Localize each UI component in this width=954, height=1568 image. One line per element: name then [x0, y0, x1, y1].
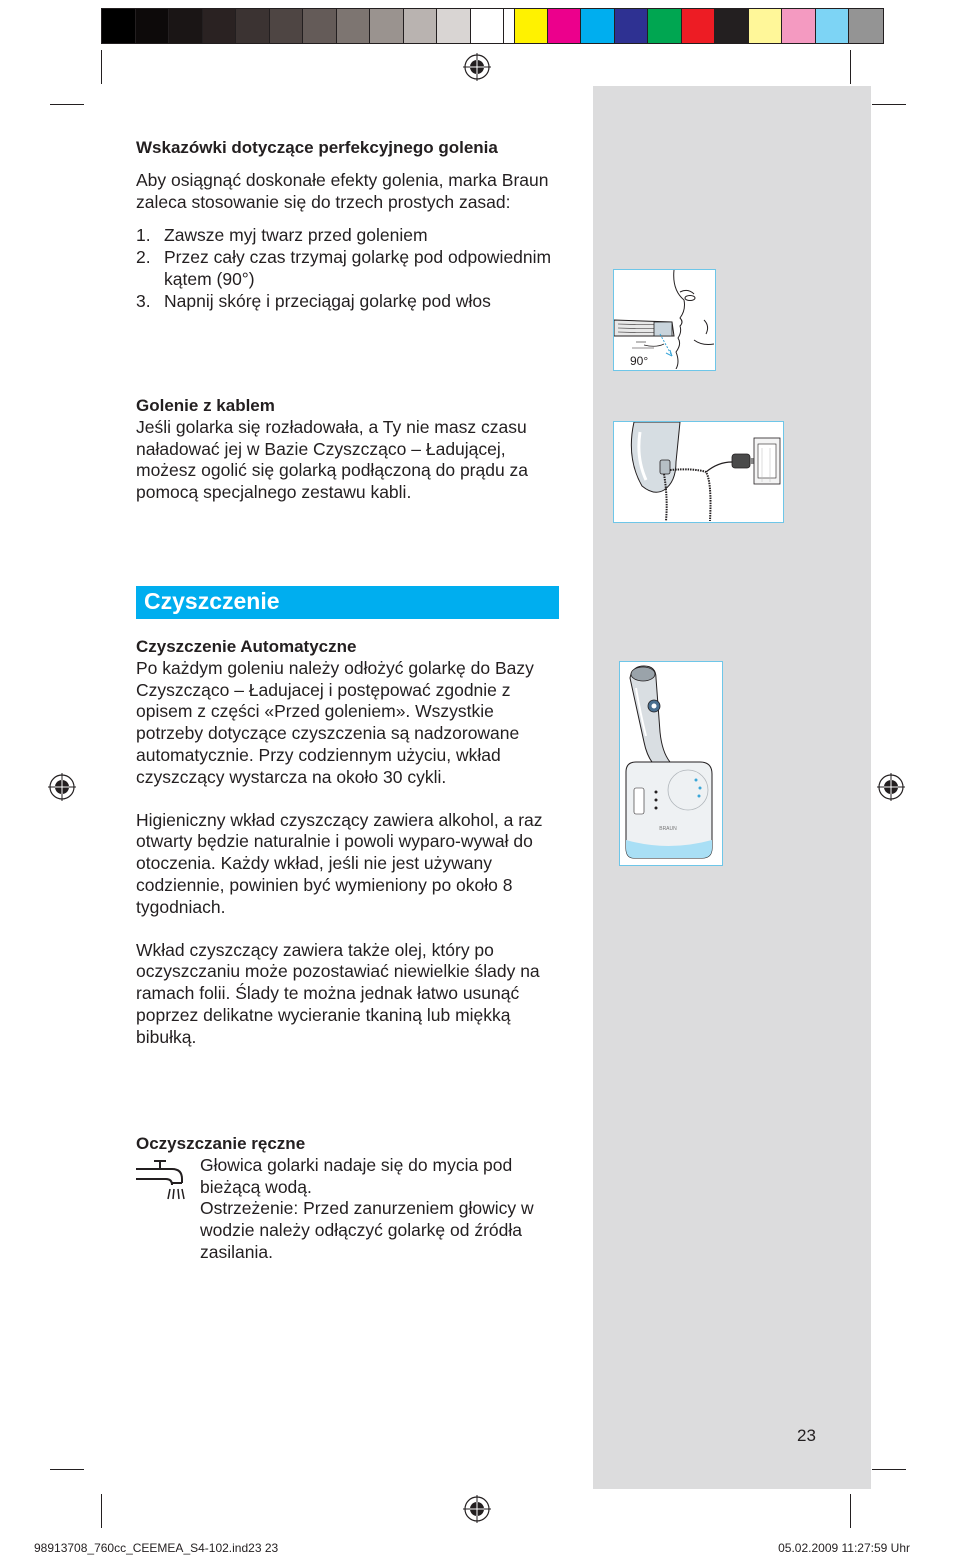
- list-item: 1. Zawsze myj twarz przed goleniem: [136, 225, 428, 246]
- color-swatch: [203, 9, 237, 43]
- color-swatch: [337, 9, 371, 43]
- manual-cleaning-paragraph-1: Głowica golarki nadaje się do mycia pod bieżącą wodą.: [200, 1154, 513, 1197]
- footer-timestamp: 05.02.2009 11:27:59 Uhr: [778, 1541, 910, 1555]
- color-swatch: [437, 9, 471, 43]
- cord-heading: Golenie z kablem: [136, 396, 275, 415]
- color-swatch: [849, 9, 883, 43]
- shaving-angle-figure: [613, 269, 716, 371]
- color-swatch: [581, 9, 615, 43]
- manual-cleaning-heading: Oczyszczanie ręczne: [136, 1134, 306, 1153]
- color-swatch: [169, 9, 203, 43]
- tips-section: [136, 137, 556, 313]
- registration-mark-top: [463, 53, 491, 81]
- angle-label: 90°: [630, 354, 649, 368]
- tips-heading: Wskazówki dotyczące perfekcyjnego golenia: [136, 138, 498, 157]
- color-swatch: [749, 9, 783, 43]
- color-swatch: [715, 9, 749, 43]
- shaver-cord-illustration: [614, 422, 782, 521]
- registration-mark-bottom: [463, 1495, 491, 1523]
- color-swatch: [102, 9, 136, 43]
- list-item: 3. Napnij skórę i przeciągaj golarkę pod włos: [136, 290, 491, 311]
- tips-intro: Aby osiągnąć doskonałe efekty golenia, marka Braun zaleca stosowanie się do trzech prostych zasad:: [136, 169, 549, 212]
- cleaning-station-figure: [619, 661, 723, 866]
- footer-file-info: 98913708_760cc_CEEMEA_S4-102.ind23 23: [34, 1541, 279, 1555]
- color-swatch: [236, 9, 270, 43]
- auto-cleaning-paragraph-3: Wkład czyszczący zawiera także olej, który po oczyszczaniu może pozostawiać niewielkie ślady na ramach folii. Ślady te można jednak łatwo usunąć poprzez delikatne wycieranie tkaniną lub miękką bibułką.: [136, 939, 540, 1047]
- section-heading-bar: [136, 586, 559, 619]
- station-brand: BRAUN: [659, 826, 677, 832]
- cleaning-station-illustration: [620, 662, 721, 864]
- section-title: Czyszczenie: [144, 588, 280, 614]
- color-swatch: [648, 9, 682, 43]
- page-number: 23: [797, 1426, 816, 1445]
- auto-cleaning-paragraph-1: Po każdym goleniu należy odłożyć golarkę do Bazy Czyszcząco – Ładujacej i postępować zgodnie z opisem z części «Przed goleniem». Wszystkie potrzeby dotyczące czyszczenia są nadzorowane automatycznie. Przy codziennym użyciu, wkład czyszczący wystarcza na około 30 cykli.: [136, 657, 534, 787]
- color-swatch: [615, 9, 649, 43]
- tips-list: [136, 225, 556, 312]
- cord-shaving-figure: [613, 421, 784, 523]
- auto-cleaning-paragraph-2: Higieniczny wkład czyszczący zawiera alkohol, a raz otwarty będzie naturalnie i powoli wyparo-wywał do otoczenia. Każdy wkład, jeśli nie jest używany codziennie, powinien być wymieniony po około 8 tygodniach.: [136, 809, 543, 917]
- manual-cleaning-warning: Ostrzeżenie: Przed zanurzeniem głowicy w wodzie należy odłączyć golarkę od źródła zasilania.: [200, 1198, 534, 1262]
- color-swatch: [303, 9, 337, 43]
- registration-mark-right: [877, 773, 905, 801]
- auto-cleaning-heading: Czyszczenie Automatyczne: [136, 637, 357, 656]
- face-shaving-illustration: [614, 270, 714, 369]
- registration-mark-left: [48, 773, 76, 801]
- auto-cleaning-section: [136, 636, 558, 1049]
- water-tap-icon: [134, 1157, 190, 1213]
- manual-cleaning-section: [136, 1133, 558, 1264]
- list-item: 2. Przez cały czas trzymaj golarkę pod odpowiednim kątem (90°): [136, 247, 552, 289]
- color-swatch: [370, 9, 404, 43]
- color-swatch: [682, 9, 716, 43]
- cord-body: Jeśli golarka się rozładowała, a Ty nie masz czasu naładować jej w Bazie Czyszcząco – Ładującej, możesz ogolić się golarką podłączoną do prądu za pomocą specjalnego zestawu kabli.: [136, 416, 529, 503]
- color-swatch: [514, 9, 548, 43]
- color-swatch: [136, 9, 170, 43]
- color-swatch: [471, 9, 505, 43]
- color-swatch: [270, 9, 304, 43]
- color-swatch: [404, 9, 438, 43]
- cord-section: [136, 395, 558, 504]
- color-swatch: [816, 9, 850, 43]
- color-swatch: [548, 9, 582, 43]
- color-calibration-bar: [101, 8, 884, 44]
- color-swatch: [782, 9, 816, 43]
